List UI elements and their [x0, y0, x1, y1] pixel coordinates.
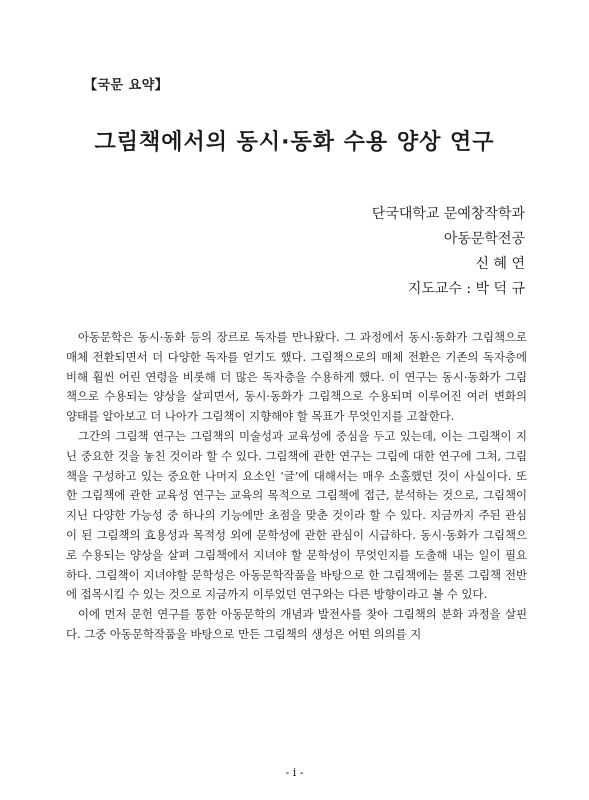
- thesis-title: 그림책에서의 동시·동화 수용 양상 연구: [94, 130, 495, 155]
- abstract-paragraph: 아동문학은 동시·동화 등의 장르로 독자를 만나왔다. 그 과정에서 동시·동화가 그림책으로 매체 전환되면서 더 다양한 독자를 얻기도 했다. 그림책으로의 매체 전환은 기존의 독자층에 비해 훨씬 어린 연령을 비롯해 더 많은 독자층을 수용하게 했다. 이 연구는 동시·동화가 그림책으로 수용되는 양상을 살피면서, 동시·동화가 그림책으로 수용되며 이루어진 여러 변화의 양태를 알아보고 더 나아가 그림책이 지향해야 할 목표가 무엇인지를 고찰한다.: [66, 330, 527, 424]
- abstract-paragraph: 이에 먼저 문헌 연구를 통한 아동문학의 개념과 발전사를 찾아 그림책의 분화 과정을 살핀다. 그중 아동문학작품을 바탕으로 만든 그림책의 생성은 어떤 의의를 지: [66, 607, 527, 641]
- abstract-paragraph: 그간의 그림책 연구는 그림책의 미술성과 교육성에 중심을 두고 있는데, 이는 그림책이 지닌 중요한 것을 놓친 것이라 할 수 있다. 그림책에 관한 연구는 그림에 대한 연구에 그쳐, 그림책을 구성하고 있는 중요한 나머지 요소인 ‘글’에 대해서는 매우 소홀했던 것이 사실이다. 또한 그림책에 관한 교육성 연구는 교육의 목적으로 그림책에 접근, 분석하는 것으로, 그림책이 지닌 다양한 가능성 중 하나의 기능에만 초점을 맞춘 것이라 할 수 있다. 지금까지 주된 관심이 된 그림책의 효용성과 목적성 외에 문학성에 관한 관심이 시급하다. 동시·동화가 그림책으로 수용되는 양상을 살펴 그림책에서 지녀야 할 문학성이 무엇인지를 도출해 내는 일이 필요하다. 그림책이 지녀야할 문학성은 아동문학작품을 바탕으로 한 그림책에는 물론 그림책 전반에 접목시킬 수 있는 것으로 지금까지 이루었던 연구와는 다른 방향이라고 볼 수 있다.: [66, 428, 527, 602]
- author-name: 신 혜 연: [475, 256, 525, 272]
- author-school: 단국대학교 문예창작학과: [371, 206, 525, 222]
- page-number: - i -: [285, 766, 304, 779]
- author-advisor: 지도교수 : 박 덕 규: [407, 281, 525, 297]
- author-major: 아동문학전공: [443, 231, 525, 247]
- abstract-body: [66, 328, 527, 645]
- author-block: [372, 202, 525, 302]
- section-label: 【국문 요약】: [84, 78, 169, 93]
